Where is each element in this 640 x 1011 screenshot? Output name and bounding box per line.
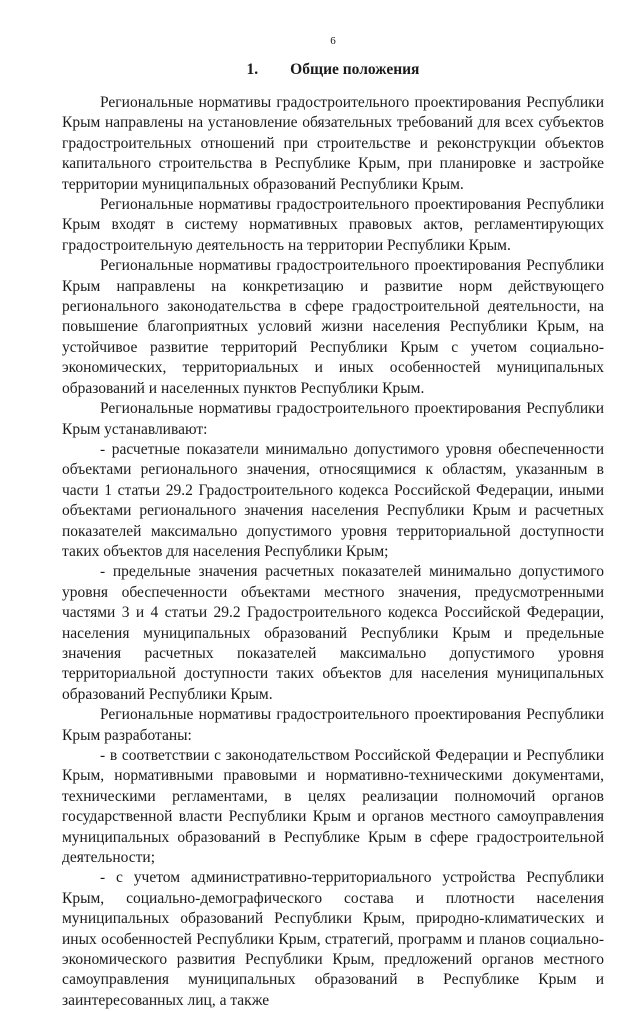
section-number: 1.	[246, 61, 259, 78]
paragraph-purpose: Региональные нормативы градостроительного проектирования Республики Крым направлены на установление обязательных требований для всех субъектов градостроительных отношений при строительстве и реконструкции объектов капитального строительства в Республике Крым, при планировке и застройке территории муниципальных образований Республики Крым.	[62, 94, 604, 193]
paragraph-establish-intro: Региональные нормативы градостроительного проектирования Республики Крым устанавливают:	[62, 400, 604, 438]
list-item-legislation: - в соответствии с законодательством Российской Федерации и Республики Крым, нормативными правовыми и нормативно-техническими документами, техническими регламентами, в целях реализации полномочий органов государственной власти Республики Крым и органов местного самоуправления муниципальных образований в Республике Крым в сфере градостроительной деятельности;	[62, 747, 604, 867]
page-number: 6	[330, 35, 336, 47]
paragraph-developed-intro: Региональные нормативы градостроительного проектирования Республики Крым разработаны:	[62, 706, 604, 744]
section-title: Общие положения	[290, 61, 420, 78]
paragraph-legal-system: Региональные нормативы градостроительного проектирования Республики Крым входят в систему нормативных правовых актов, регламентирующих градостроительную деятельность на территории Республики Крым.	[62, 196, 604, 254]
list-item-considerations: - с учетом административно-территориального устройства Республики Крым, социально-демографического состава и плотности населения муниципальных образований Республики Крым, природно-климатических и иных особенностей Республики Крым, стратегий, программ и планов социально-экономического развития Республики Крым, предложений органов местного самоуправления муниципальных образований в Республике Крым и заинтересованных лиц, а также	[62, 869, 604, 1009]
paragraph-goals: Региональные нормативы градостроительного проектирования Республики Крым направлены на конкретизацию и развитие норм действующего регионального законодательства в сфере градостроительной деятельности, на повышение благоприятных условий жизни населения Республики Крым, на устойчивое развитие территорий Республики Крым с учетом социально-экономических, территориальных и иных особенностей муниципальных образований и населенных пунктов Республики Крым.	[62, 257, 604, 397]
list-item-regional-indicators: - расчетные показатели минимально допустимого уровня обеспеченности объектами регионального значения, относящимися к областям, указанным в части 1 статьи 29.2 Градостроительного кодекса Российской Федерации, иными объектами регионального значения населения Республики Крым и расчетных показателей максимально допустимого уровня территориальной доступности таких объектов для населения Республики Крым;	[62, 440, 604, 560]
section-heading	[62, 60, 604, 80]
document-page	[62, 34, 604, 1011]
list-item-local-indicators: - предельные значения расчетных показателей минимально допустимого уровня обеспеченности объектами местного значения, предусмотренными частями 3 и 4 статьи 29.2 Градостроительного кодекса Российской Федерации, населения муниципальных образований Республики Крым и предельные значения расчетных показателей максимально допустимого уровня территориальной доступности таких объектов для населения муниципальных образований Республики Крым.	[62, 563, 604, 703]
